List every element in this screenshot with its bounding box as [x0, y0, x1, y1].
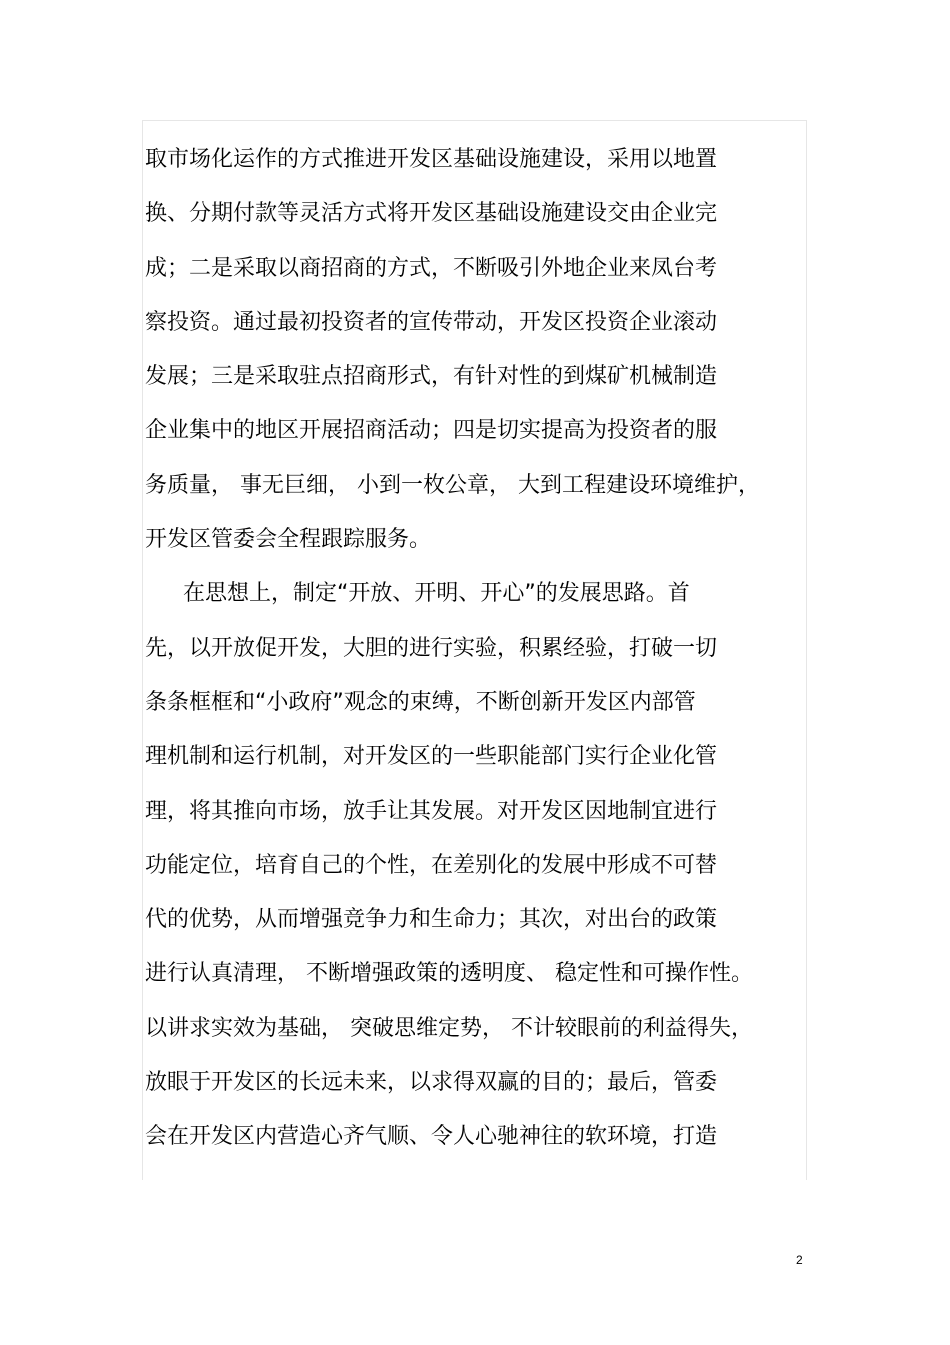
page-number: 2 — [796, 1253, 803, 1267]
text-line: 放眼于开发区的长远未来，以求得双赢的目的；最后，管委 — [145, 1070, 718, 1096]
text-line: 察投资。通过最初投资者的宣传带动，开发区投资企业滚动 — [145, 309, 718, 335]
page-frame-right-border — [806, 120, 807, 1180]
body-text — [145, 133, 800, 1165]
text-line: 先，以开放促开发，大胆的进行实验，积累经验，打破一切 — [145, 635, 718, 661]
page-frame-left-border — [142, 120, 143, 1180]
text-line: 以讲求实效为基础， 突破思维定势， 不计较眼前的利益得失， — [145, 1015, 753, 1041]
text-line: 理机制和运行机制，对开发区的一些职能部门实行企业化管 — [145, 744, 718, 770]
text-line: 理，将其推向市场，放手让其发展。对开发区因地制宜进行 — [145, 798, 718, 824]
text-line: 换、分期付款等灵活方式将开发区基础设施建设交由企业完 — [145, 201, 718, 227]
text-line: 会在开发区内营造心齐气顺、令人心驰神往的软环境，打造 — [145, 1124, 718, 1150]
text-line: 代的优势，从而增强竞争力和生命力；其次，对出台的政策 — [145, 907, 718, 933]
text-line: 条条框框和“小政府”观念的束缚，不断创新开发区内部管 — [145, 689, 696, 715]
text-line: 取市场化运作的方式推进开发区基础设施建设，采用以地置 — [145, 147, 718, 172]
text-line: 企业集中的地区开展招商活动；四是切实提高为投资者的服 — [145, 418, 718, 444]
text-line: 务质量， 事无巨细， 小到一枚公章， 大到工程建设环境维护， — [145, 472, 760, 498]
text-line: 开发区管委会全程跟踪服务。 — [145, 527, 432, 553]
text-line: 进行认真清理， 不断增强政策的透明度、 稳定性和可操作性。 — [145, 961, 753, 987]
paragraph-first-line: 在思想上，制定“开放、开明、开心”的发展思路。首 — [183, 581, 690, 607]
text-line: 功能定位，培育自己的个性，在差别化的发展中形成不可替 — [145, 852, 718, 878]
page-frame-top-border — [142, 120, 807, 121]
text-line: 成；二是采取以商招商的方式，不断吸引外地企业来凤台考 — [145, 255, 718, 281]
text-line: 发展；三是采取驻点招商形式，有针对性的到煤矿机械制造 — [145, 364, 718, 390]
